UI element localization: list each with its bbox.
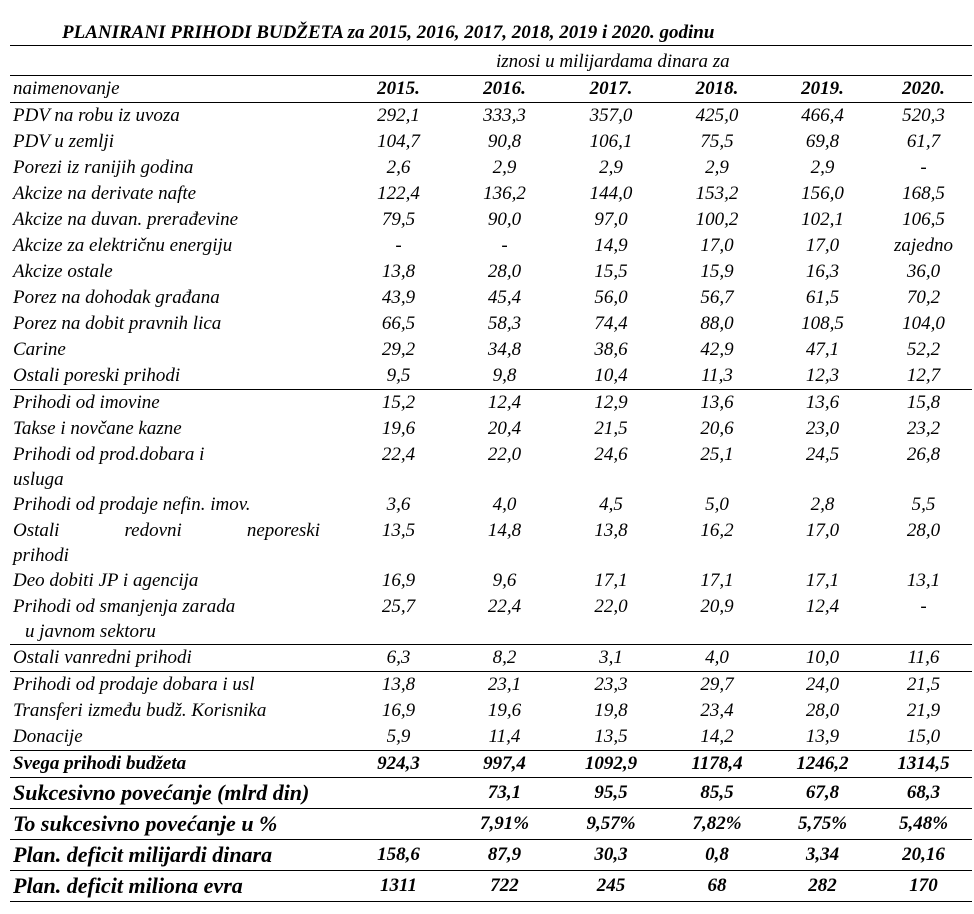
total-value-cell: 85,5: [664, 778, 770, 809]
table-row: [10, 207, 972, 233]
total-value-cell: 170: [875, 871, 972, 902]
row-label-line: Deo dobiti JP i agencija: [13, 570, 199, 591]
value-cell: 25,1: [700, 444, 734, 465]
value-cell: 43,9: [381, 287, 416, 308]
row-label-line: Ostali vanredni prihodi: [13, 647, 192, 668]
row-label-line: Akcize ostale: [13, 261, 113, 282]
row-label: [10, 207, 346, 233]
value-cell: 5,9: [386, 726, 411, 747]
value-cell: 106,5: [902, 209, 945, 230]
value-cell: 42,9: [700, 339, 734, 360]
value-cell: 100,2: [695, 209, 739, 230]
total-value-cell: 9,57%: [558, 809, 664, 840]
total-value-cell: 924,3: [346, 751, 451, 778]
row-label-line: Porez na dobit pravnih lica: [13, 313, 222, 334]
total-value-cell: 3,34: [770, 840, 875, 871]
row-label: [10, 233, 346, 259]
row-label-line: Carine: [13, 339, 66, 360]
value-cell: 15,9: [700, 261, 734, 282]
row-label: [10, 518, 346, 568]
value-cell: 29,7: [664, 672, 770, 699]
value-cell: 28,0: [906, 520, 941, 541]
row-label-continuation: u javnom sektoru: [25, 621, 156, 642]
value-cell: -: [920, 157, 927, 178]
row-label: [10, 285, 346, 311]
table-row: [10, 568, 972, 594]
value-cell: 90,0: [487, 209, 522, 230]
value-cell: 156,0: [801, 183, 844, 204]
value-cell: 8,2: [451, 645, 558, 672]
value-cell: 15,8: [875, 390, 972, 417]
value-cell: 23,3: [558, 672, 664, 699]
row-label: [10, 311, 346, 337]
value-cell: 15,5: [594, 261, 628, 282]
value-cell: 5,0: [705, 494, 729, 515]
value-cell: 102,1: [801, 209, 844, 230]
total-value-cell: 67,8: [770, 778, 875, 809]
header-row: [10, 76, 972, 103]
value-cell: 13,6: [664, 390, 770, 417]
value-cell: 13,1: [906, 570, 941, 591]
value-cell: 66,5: [381, 313, 416, 334]
value-cell: 9,5: [386, 365, 411, 386]
value-cell: 20,4: [487, 418, 522, 439]
value-cell: 24,6: [594, 444, 628, 465]
column-header-year: 2018.: [664, 76, 770, 103]
value-cell: 10,4: [594, 365, 628, 386]
row-label-line: Takse i novčane kazne: [13, 418, 182, 439]
value-cell: 52,2: [906, 339, 941, 360]
table-row: [10, 518, 972, 568]
value-cell: 168,5: [902, 183, 945, 204]
total-label: To sukcesivno povećanje u %: [10, 809, 346, 840]
value-cell: 24,5: [805, 444, 840, 465]
table-row: [10, 416, 972, 442]
value-cell: 29,2: [381, 339, 416, 360]
table-row: [10, 337, 972, 363]
value-cell: 144,0: [589, 183, 633, 204]
total-label: Plan. deficit miliona evra: [10, 871, 346, 902]
value-cell: 357,0: [589, 105, 633, 126]
value-cell: 136,2: [483, 183, 526, 204]
value-cell: 17,1: [700, 570, 734, 591]
total-value-cell: 5,75%: [770, 809, 875, 840]
row-label: [10, 390, 346, 417]
table-row: [10, 311, 972, 337]
table-row: [10, 285, 972, 311]
row-label-line: Transferi između budž. Korisnika: [13, 700, 267, 721]
value-cell: zajedno: [893, 235, 954, 256]
value-cell: 23,0: [805, 418, 840, 439]
value-cell: 2,9: [599, 157, 623, 178]
row-label-word: Ostali: [13, 520, 60, 541]
value-cell: 292,1: [377, 105, 420, 126]
value-cell: 75,5: [700, 131, 734, 152]
row-label: [10, 181, 346, 207]
value-cell: 22,0: [487, 444, 522, 465]
value-cell: 2,6: [386, 157, 411, 178]
value-cell: 16,3: [805, 261, 840, 282]
value-cell: 12,4: [805, 596, 840, 617]
value-cell: 2,9: [705, 157, 729, 178]
value-cell: 3,6: [386, 494, 411, 515]
row-label-line: Akcize na duvan. prerađevine: [13, 209, 239, 230]
value-cell: 22,0: [594, 596, 628, 617]
row-label: [10, 698, 346, 724]
value-cell: 16,9: [381, 570, 416, 591]
total-value-cell: [346, 778, 451, 809]
row-label-line: Porezi iz ranijih godina: [13, 157, 194, 178]
value-cell: 11,4: [488, 726, 521, 747]
row-label: [10, 155, 346, 181]
column-header-year: 2016.: [451, 76, 558, 103]
row-label-line: Prihodi od smanjenja zarada: [13, 596, 236, 617]
value-cell: 333,3: [483, 105, 526, 126]
value-cell: 90,8: [487, 131, 522, 152]
row-label-line: Donacije: [13, 726, 83, 747]
value-cell: 69,8: [805, 131, 840, 152]
value-cell: 4,0: [664, 645, 770, 672]
total-value-cell: 1314,5: [875, 751, 972, 778]
table-row: [10, 259, 972, 285]
total-row: [10, 778, 972, 809]
value-cell: 5,5: [911, 494, 936, 515]
value-cell: 6,3: [346, 645, 451, 672]
value-cell: 12,9: [558, 390, 664, 417]
total-label: Plan. deficit milijardi dinara: [10, 840, 346, 871]
value-cell: 104,7: [377, 131, 420, 152]
table-row: [10, 181, 972, 207]
value-cell: 23,2: [906, 418, 941, 439]
total-value-cell: 997,4: [451, 751, 558, 778]
value-cell: 19,8: [594, 700, 628, 721]
row-label-line: Ostali poreski prihodi: [13, 365, 181, 386]
table-row: [10, 233, 972, 259]
total-row: [10, 751, 972, 778]
value-cell: 20,6: [700, 418, 734, 439]
value-cell: 23,4: [700, 700, 734, 721]
total-value-cell: 30,3: [558, 840, 664, 871]
column-header-year: 2019.: [770, 76, 875, 103]
total-value-cell: 95,5: [558, 778, 664, 809]
value-cell: 19,6: [487, 700, 522, 721]
total-label: Sukcesivno povećanje (mlrd din): [10, 778, 346, 809]
value-cell: 12,4: [451, 390, 558, 417]
value-cell: 21,5: [594, 418, 628, 439]
value-cell: 97,0: [594, 209, 628, 230]
value-cell: 61,7: [906, 131, 941, 152]
total-value-cell: 0,8: [664, 840, 770, 871]
revenue-table: [10, 75, 972, 902]
value-cell: 520,3: [902, 105, 945, 126]
total-value-cell: 68: [664, 871, 770, 902]
value-cell: 13,8: [594, 520, 628, 541]
value-cell: 14,9: [594, 235, 628, 256]
total-value-cell: 1178,4: [664, 751, 770, 778]
row-label-word: redovni: [124, 520, 182, 541]
row-label-line: Porez na dohodak građana: [13, 287, 220, 308]
total-value-cell: 1246,2: [770, 751, 875, 778]
value-cell: 17,0: [805, 520, 840, 541]
value-cell: 28,0: [487, 261, 522, 282]
row-label: [10, 568, 346, 594]
row-label: [10, 442, 346, 492]
value-cell: 12,3: [805, 365, 840, 386]
value-cell: 22,4: [381, 444, 416, 465]
table-row: [10, 442, 972, 492]
total-value-cell: 68,3: [875, 778, 972, 809]
value-cell: 106,1: [589, 131, 633, 152]
column-header-label: naimenovanje: [10, 76, 346, 103]
value-cell: 15,2: [346, 390, 451, 417]
value-cell: 122,4: [377, 183, 420, 204]
value-cell: 3,1: [558, 645, 664, 672]
value-cell: 13,5: [381, 520, 416, 541]
table-row: [10, 390, 972, 417]
value-cell: 104,0: [902, 313, 945, 334]
column-header-year: 2020.: [875, 76, 972, 103]
table-row: [10, 363, 972, 390]
total-value-cell: 245: [558, 871, 664, 902]
row-label: [10, 337, 346, 363]
value-cell: 9,6: [492, 570, 517, 591]
value-cell: -: [395, 235, 402, 256]
title-underline: [10, 45, 972, 46]
total-label: Svega prihodi budžeta: [10, 751, 346, 778]
value-cell: 466,4: [801, 105, 844, 126]
value-cell: -: [920, 596, 927, 617]
value-cell: 15,0: [906, 726, 941, 747]
row-label-line: PDV na robu iz uvoza: [13, 105, 180, 126]
value-cell: 56,0: [594, 287, 628, 308]
value-cell: 153,2: [695, 183, 739, 204]
value-cell: 34,8: [487, 339, 522, 360]
value-cell: 36,0: [906, 261, 941, 282]
value-cell: 425,0: [695, 105, 739, 126]
value-cell: 88,0: [700, 313, 734, 334]
total-value-cell: 5,48%: [875, 809, 972, 840]
value-cell: 16,2: [700, 520, 734, 541]
row-label-line: Akcize za električnu energiju: [13, 235, 233, 256]
value-cell: 74,4: [594, 313, 628, 334]
total-value-cell: 7,82%: [664, 809, 770, 840]
value-cell: 17,0: [805, 235, 840, 256]
row-label-line: [13, 518, 346, 543]
value-cell: 4,5: [599, 494, 623, 515]
total-value-cell: 722: [451, 871, 558, 902]
value-cell: 45,4: [487, 287, 522, 308]
row-label-line: Akcize na derivate nafte: [13, 183, 197, 204]
row-label: [10, 416, 346, 442]
total-value-cell: 1092,9: [558, 751, 664, 778]
value-cell: 14,2: [700, 726, 734, 747]
value-cell: 2,8: [810, 494, 835, 515]
total-value-cell: 7,91%: [451, 809, 558, 840]
table-row: [10, 698, 972, 724]
value-cell: 11,6: [875, 645, 972, 672]
total-row: [10, 871, 972, 902]
row-label: [10, 103, 346, 130]
value-cell: 108,5: [801, 313, 844, 334]
document-title: PLANIRANI PRIHODI BUDŽETA za 2015, 2016, 2017, 2018, 2019 i 2020. godinu: [62, 22, 715, 43]
value-cell: 4,0: [492, 494, 517, 515]
value-cell: 28,0: [805, 700, 840, 721]
row-label-line: Prihodi od prodaje nefin. imov.: [13, 494, 251, 515]
row-label: [10, 259, 346, 285]
value-cell: 21,9: [906, 700, 941, 721]
value-cell: 16,9: [381, 700, 416, 721]
row-label-word: neporeski: [246, 520, 320, 541]
value-cell: 22,4: [487, 596, 522, 617]
row-label: [10, 492, 346, 518]
value-cell: 61,5: [805, 287, 840, 308]
value-cell: 19,6: [381, 418, 416, 439]
row-label: [10, 724, 346, 751]
row-label: [10, 594, 346, 645]
table-row: [10, 594, 972, 645]
row-label-continuation: prihodi: [13, 545, 69, 566]
row-label: [10, 363, 346, 390]
table-row: [10, 724, 972, 751]
table-row: [10, 492, 972, 518]
value-cell: 2,9: [810, 157, 835, 178]
table-row: [10, 645, 972, 672]
row-label: [10, 645, 346, 672]
value-cell: 13,8: [381, 261, 416, 282]
row-label: [10, 672, 346, 699]
table-row: [10, 129, 972, 155]
table-row: [10, 103, 972, 130]
value-cell: 26,8: [906, 444, 941, 465]
value-cell: 14,8: [487, 520, 522, 541]
table-row: [10, 155, 972, 181]
row-label-line: Prihodi od prodaje dobara i usl: [13, 674, 255, 695]
total-value-cell: 158,6: [346, 840, 451, 871]
value-cell: 58,3: [487, 313, 522, 334]
value-cell: 70,2: [906, 287, 941, 308]
value-cell: 47,1: [805, 339, 840, 360]
row-label-line: PDV u zemlji: [13, 131, 114, 152]
value-cell: 12,7: [906, 365, 941, 386]
value-cell: -: [501, 235, 508, 256]
row-label: [10, 129, 346, 155]
total-value-cell: 282: [770, 871, 875, 902]
value-cell: 13,6: [770, 390, 875, 417]
row-label-line: Prihodi od prod.dobara i: [13, 444, 205, 465]
value-cell: 25,7: [381, 596, 416, 617]
total-value-cell: [346, 809, 451, 840]
value-cell: 13,9: [805, 726, 840, 747]
total-row: [10, 809, 972, 840]
total-value-cell: 1311: [346, 871, 451, 902]
value-cell: 17,0: [700, 235, 734, 256]
row-label-continuation: usluga: [13, 469, 64, 490]
total-value-cell: 20,16: [875, 840, 972, 871]
value-cell: 17,1: [594, 570, 628, 591]
value-cell: 10,0: [770, 645, 875, 672]
units-subtitle: iznosi u milijardama dinara za: [496, 51, 730, 72]
value-cell: 21,5: [875, 672, 972, 699]
column-header-year: 2017.: [558, 76, 664, 103]
value-cell: 20,9: [700, 596, 734, 617]
total-value-cell: 87,9: [451, 840, 558, 871]
value-cell: 23,1: [451, 672, 558, 699]
value-cell: 38,6: [594, 339, 628, 360]
value-cell: 9,8: [492, 365, 517, 386]
row-label-line: Prihodi od imovine: [13, 392, 160, 413]
total-row: [10, 840, 972, 871]
column-header-year: 2015.: [346, 76, 451, 103]
table-row: [10, 672, 972, 699]
value-cell: 17,1: [805, 570, 840, 591]
value-cell: 11,3: [701, 365, 733, 386]
total-value-cell: 73,1: [451, 778, 558, 809]
value-cell: 24,0: [770, 672, 875, 699]
value-cell: 13,8: [346, 672, 451, 699]
value-cell: 13,5: [594, 726, 628, 747]
value-cell: 79,5: [381, 209, 416, 230]
value-cell: 2,9: [492, 157, 517, 178]
value-cell: 56,7: [700, 287, 734, 308]
